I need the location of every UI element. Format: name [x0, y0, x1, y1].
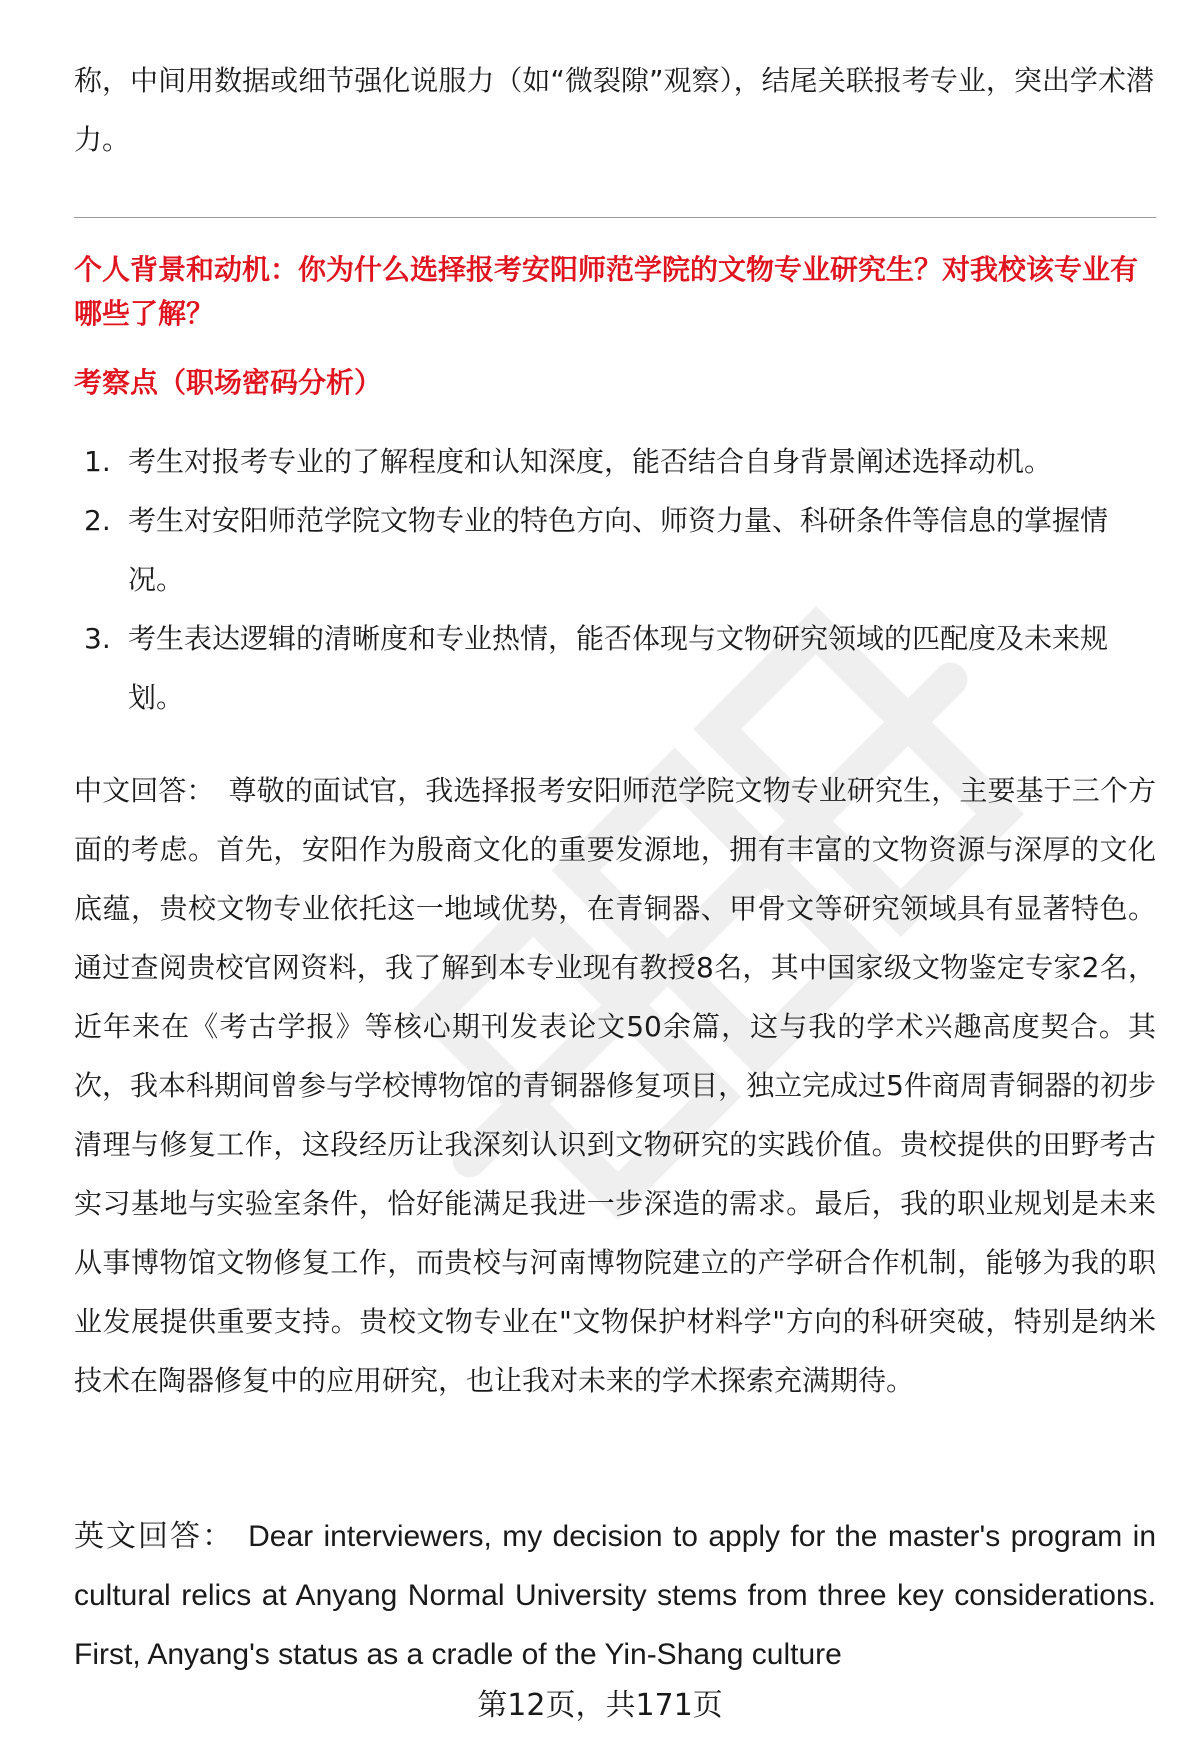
list-item [74, 432, 1156, 491]
chinese-answer-text: 尊敬的面试官，我选择报考安阳师范学院文物专业研究生，主要基于三个方面的考虑。首先，安阳作为殷商文化的重要发源地，拥有丰富的文物资源与深厚的文化底蕴，贵校文物专业依托这一地域优势，在青铜器、甲骨文等研究领域具有显著特色。通过查阅贵校官网资料，我了解到本专业现有教授8名，其中国家级文物鉴定专家2名，近年来在《考古学报》等核心期刊发表论文50余篇，这与我的学术兴趣高度契合。其次，我本科期间曾参与学校博物馆的青铜器修复项目，独立完成过5件商周青铜器的初步清理与修复工作，这段经历让我深刻认识到文物研究的实践价值。贵校提供的田野考古实习基地与实验室条件，恰好能满足我进一步深造的需求。最后，我的职业规划是未来从事博物馆文物修复工作，而贵校与河南博物院建立的产学研合作机制，能够为我的职业发展提供重要支持。贵校文物专业在"文物保护材料学"方向的科研突破，特别是纳米技术在陶器修复中的应用研究，也让我对未来的学术探索充满期待。 [74, 774, 1156, 1397]
english-answer-paragraph [74, 1507, 1156, 1684]
section-divider [74, 217, 1156, 218]
intro-paragraph: 称，中间用数据或细节强化说服力（如“微裂隙”观察），结尾关联报考专业，突出学术潜力。 [74, 64, 1154, 156]
list-item [74, 609, 1156, 727]
chinese-answer-paragraph [74, 761, 1156, 1410]
list-item-text: 考生表达逻辑的清晰度和专业热情，能否体现与文物研究领域的匹配度及未来规划。 [128, 622, 1109, 714]
page-number-footer: 第12页，共171页 [477, 1688, 723, 1723]
list-number: 3. [84, 622, 111, 655]
list-item-text: 考生对报考专业的了解程度和认知深度，能否结合自身背景阐述选择动机。 [128, 445, 1053, 478]
assessment-points-heading: 考察点（职场密码分析） [74, 366, 383, 399]
list-item [74, 491, 1156, 609]
english-answer-label: 英文回答： [74, 1520, 235, 1553]
list-number: 2. [84, 504, 111, 537]
assessment-points-list [74, 432, 1156, 727]
list-number: 1. [84, 445, 111, 478]
question-heading: 个人背景和动机：你为什么选择报考安阳师范学院的文物专业研究生？对我校该专业有哪些了解？ [74, 253, 1139, 330]
list-item-text: 考生对安阳师范学院文物专业的特色方向、师资力量、科研条件等信息的掌握情况。 [128, 504, 1109, 596]
chinese-answer-label: 中文回答： [74, 774, 215, 807]
english-answer-text: Dear interviewers, my decision to apply for the master's program in cultural relics at Anyang Normal University stems from three key considerations. First, Anyang's status as a cradle of the Yin-Shang culture [74, 1520, 1156, 1671]
